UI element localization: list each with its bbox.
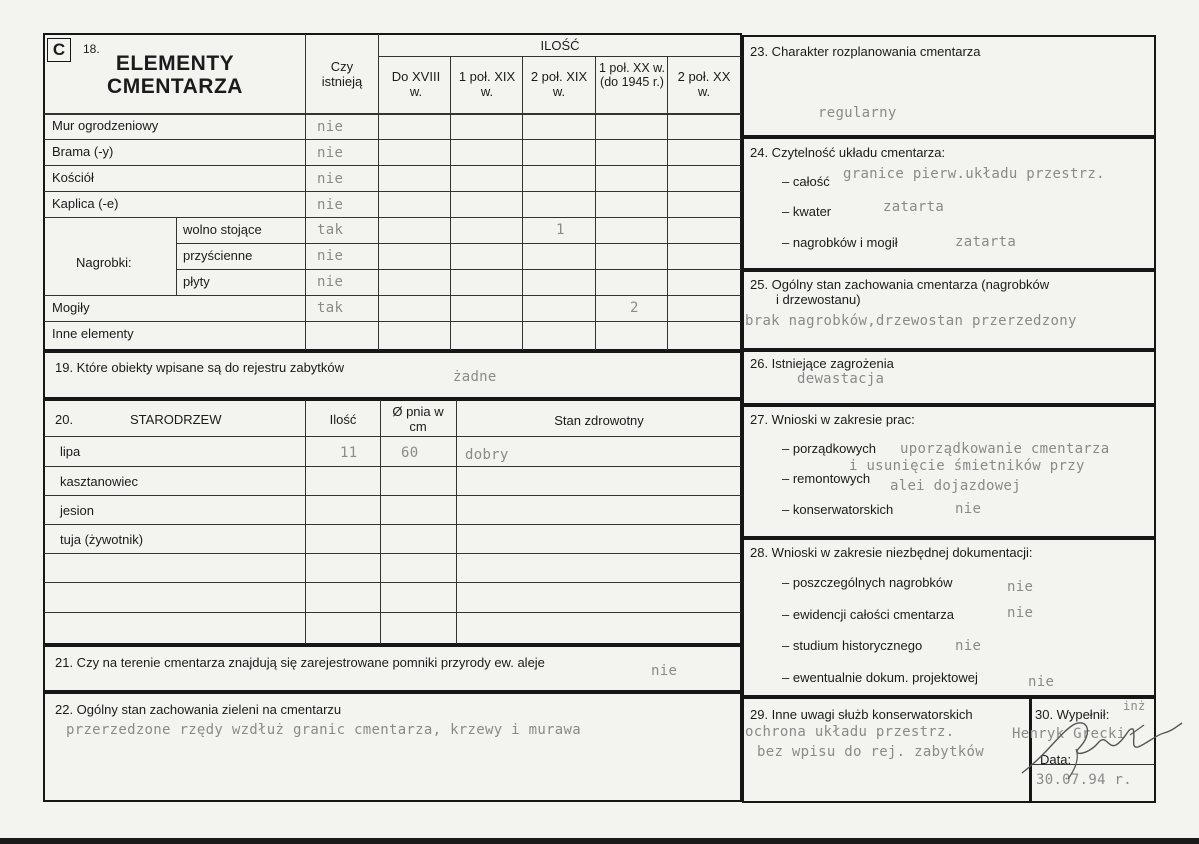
- period-header: Do XVIII w.: [391, 69, 441, 99]
- sheet-bottom-edge: [0, 838, 1199, 844]
- section-30-date-label: Data:: [1040, 752, 1072, 767]
- row-label: Inne elementy: [52, 326, 134, 341]
- section-27-order-value-line2: i usunięcie śmietników przy: [849, 458, 1085, 474]
- exists-value: nie: [317, 119, 344, 135]
- section-30-title-prefix: inż: [1123, 699, 1146, 713]
- row-label: Brama (-y): [52, 144, 114, 159]
- section-24-quarters-value: zatarta: [883, 199, 945, 215]
- section-24-label: 24. Czytelność układu cmentarza:: [750, 145, 946, 160]
- col-qty-header: ILOŚĆ: [540, 38, 580, 53]
- period-header: 2 poł. XIX w.: [530, 69, 588, 99]
- section-23-label: 23. Charakter rozplanowania cmentarza: [750, 44, 981, 59]
- row-label: wolno stojące: [183, 222, 262, 237]
- trees-col-health: Stan zdrowotny: [554, 413, 644, 428]
- row-group-label: Nagrobki:: [76, 255, 132, 270]
- section-18-number: 18.: [83, 42, 100, 56]
- section-27-renov-value: alei dojazdowej: [890, 478, 1021, 494]
- section-22-value: przerzedzone rzędy wzdłuż granic cmentarza, krzewy i murawa: [66, 722, 581, 738]
- section-26-label: 26. Istniejące zagrożenia: [750, 356, 894, 371]
- section-20-title: STARODRZEW: [130, 412, 222, 427]
- signature: [1018, 705, 1188, 788]
- section-21-value: nie: [651, 663, 678, 679]
- section-28-item-value: nie: [1007, 605, 1034, 621]
- exists-value: nie: [317, 171, 344, 187]
- section-letter-box: C: [47, 38, 71, 62]
- section-25-value: brak nagrobków,drzewostan przerzedzony: [745, 313, 1077, 329]
- row-label: płyty: [183, 274, 210, 289]
- exists-value: tak: [317, 300, 344, 316]
- tree-health: dobry: [465, 447, 509, 463]
- qty-value: 1: [556, 222, 565, 238]
- section-19-label: 19. Które obiekty wpisane są do rejestru zabytków: [55, 360, 345, 375]
- section-27-label: 27. Wnioski w zakresie prac:: [750, 412, 915, 427]
- section-28-label: 28. Wnioski w zakresie niezbędnej dokumentacji:: [750, 545, 1033, 560]
- section-18-title-line2: CMENTARZA: [107, 75, 243, 98]
- section-28-item-label: – ewentualnie dokum. projektowej: [782, 670, 978, 685]
- section-27-order-value-line1: uporządkowanie cmentarza: [900, 441, 1110, 457]
- section-19-value: żadne: [453, 369, 497, 385]
- section-22-label: 22. Ogólny stan zachowania zieleni na cmentarzu: [55, 702, 342, 717]
- section-24-whole-value: granice pierw.układu przestrz.: [843, 166, 1105, 182]
- section-21-label: 21. Czy na terenie cmentarza znajdują się zarejestrowane pomniki przyrody ew. aleje: [55, 655, 545, 670]
- section-28-item-value: nie: [955, 638, 982, 654]
- exists-value: nie: [317, 248, 344, 264]
- trees-col-qty: Ilość: [329, 412, 357, 427]
- trees-col-diameter: Ø pnia w cm: [392, 404, 444, 434]
- period-header: 1 poł. XIX w.: [458, 69, 516, 99]
- tree-diameter: 60: [401, 445, 419, 461]
- section-24-graves-label: – nagrobków i mogił: [782, 235, 898, 250]
- section-27-cons-value: nie: [955, 501, 982, 517]
- row-label: Mogiły: [52, 300, 90, 315]
- section-28-item-value: nie: [1028, 674, 1055, 690]
- section-24-graves-value: zatarta: [955, 234, 1017, 250]
- section-27-renov-label: – remontowych: [782, 471, 871, 486]
- tree-qty: 11: [340, 445, 358, 461]
- section-29-value-line1: ochrona układu przestrz.: [745, 724, 955, 740]
- tree-name: jesion: [60, 503, 94, 518]
- period-header: 2 poł. XX w.: [677, 69, 731, 99]
- col-exists-header: Czy istnieją: [321, 59, 363, 89]
- section-28-item-label: – ewidencji całości cmentarza: [782, 607, 954, 622]
- exists-value: nie: [317, 197, 344, 213]
- section-18-title-line1: ELEMENTY: [115, 52, 235, 75]
- tree-name: tuja (żywotnik): [60, 532, 144, 547]
- section-25-label-line2: i drzewostanu): [776, 292, 861, 307]
- section-20-number: 20.: [55, 412, 74, 427]
- period-header: 1 poł. XX w. (do 1945 r.): [598, 61, 665, 90]
- tree-name: kasztanowiec: [60, 474, 139, 489]
- section-25-label-line1: 25. Ogólny stan zachowania cmentarza (nagrobków: [750, 277, 1050, 292]
- row-label: Kaplica (-e): [52, 196, 119, 211]
- exists-value: nie: [317, 274, 344, 290]
- section-28-item-label: – poszczególnych nagrobków: [782, 575, 953, 590]
- section-26-value: dewastacja: [797, 371, 885, 387]
- section-29-label: 29. Inne uwagi służb konserwatorskich: [750, 707, 973, 722]
- exists-value: tak: [317, 222, 344, 238]
- section-27-cons-label: – konserwatorskich: [782, 502, 894, 517]
- section-30-date-value: 30.07.94 r.: [1036, 772, 1133, 788]
- exists-value: nie: [317, 145, 344, 161]
- row-label: Kościół: [52, 170, 94, 185]
- section-28-item-label: – studium historycznego: [782, 638, 923, 653]
- section-29-value-line2: bez wpisu do rej. zabytków: [757, 744, 984, 760]
- section-28-item-value: nie: [1007, 579, 1034, 595]
- section-23-value: regularny: [818, 105, 897, 121]
- row-label: Mur ogrodzeniowy: [52, 118, 159, 133]
- section-30-label: 30. Wypełnił:: [1035, 707, 1110, 722]
- row-label: przyścienne: [183, 248, 253, 263]
- tree-name: lipa: [60, 444, 81, 459]
- section-24-quarters-label: – kwater: [782, 204, 832, 219]
- qty-value: 2: [630, 300, 639, 316]
- section-24-whole-label: – całość: [782, 174, 830, 189]
- section-27-order-label: – porządkowych: [782, 441, 876, 456]
- section-30-name: Henryk Grecki: [1012, 726, 1126, 742]
